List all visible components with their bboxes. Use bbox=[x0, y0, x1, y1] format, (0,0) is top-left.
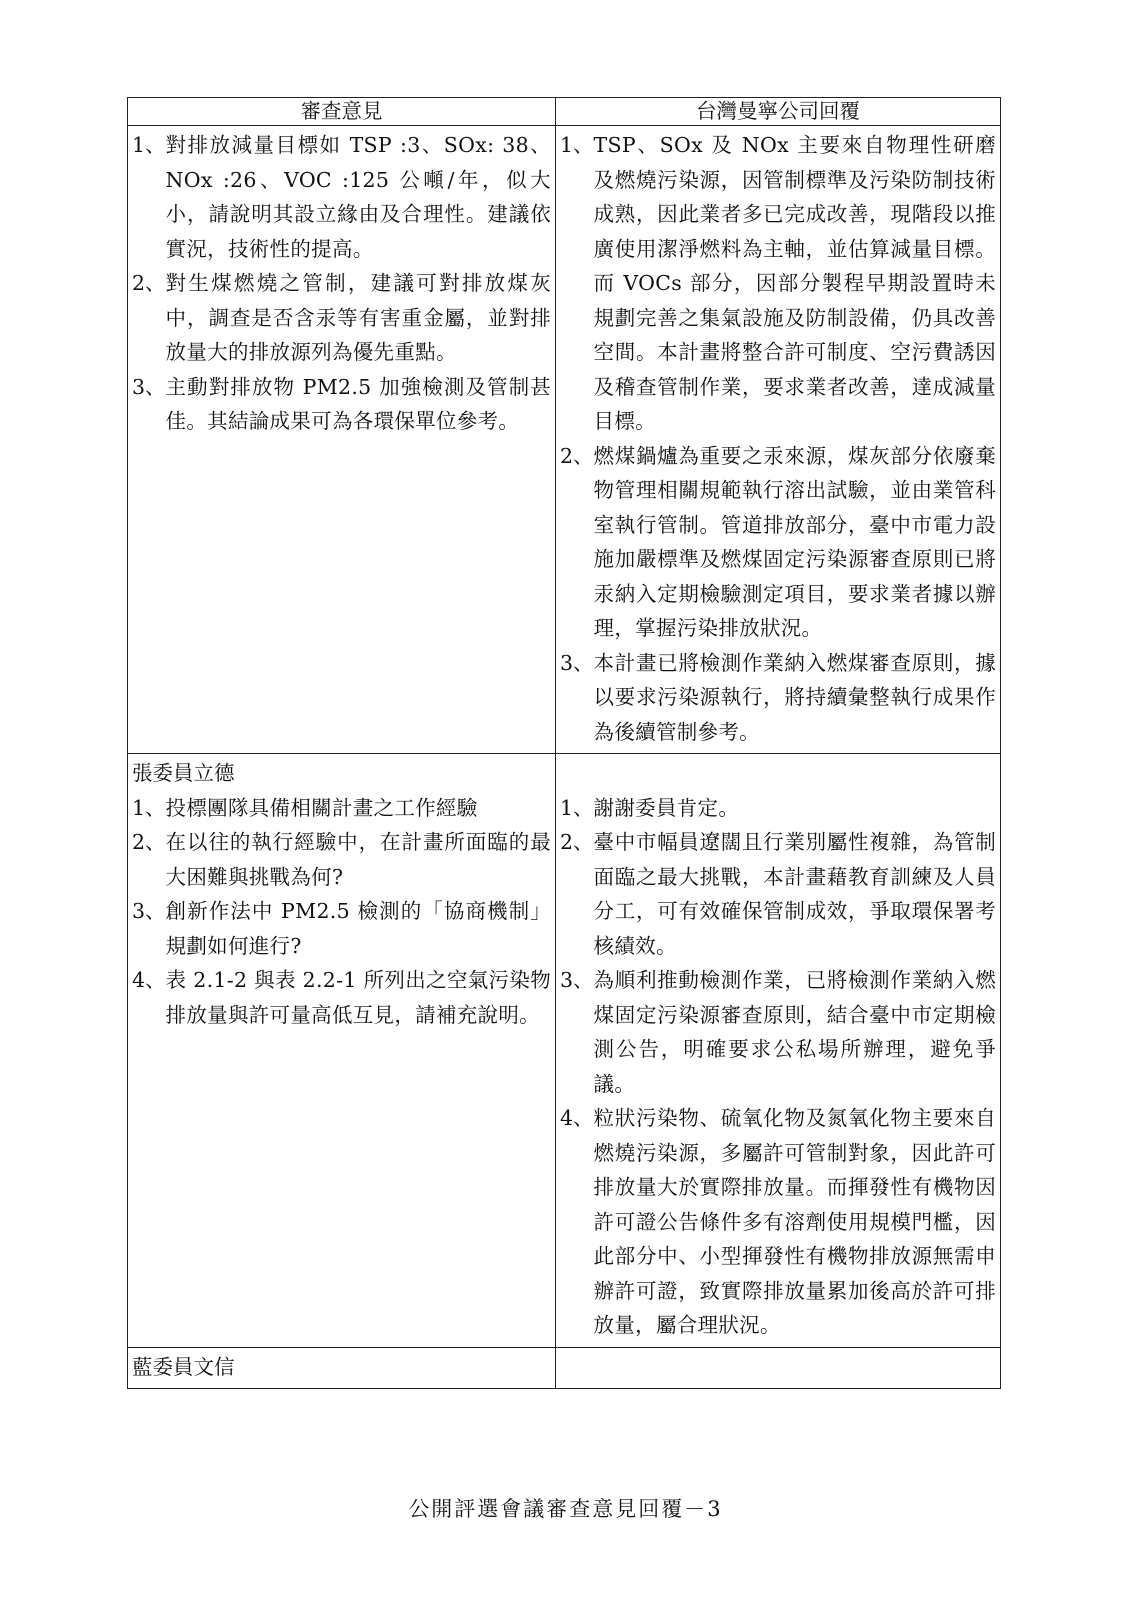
opinion-item bbox=[132, 370, 551, 439]
opinion-item bbox=[132, 825, 551, 894]
table-row bbox=[128, 754, 1001, 1348]
item-text: 對排放減量目標如 TSP :3、SOx: 38、NOx :26、VOC :125 公噸/年，似大小，請說明其設立緣由及合理性。建議依實況，技術性的提高。 bbox=[165, 133, 551, 261]
page-footer: 公開評選會議審查意見回覆－3 bbox=[408, 1497, 723, 1521]
reply-item bbox=[560, 128, 996, 439]
table-row bbox=[128, 126, 1001, 754]
item-number: 3、 bbox=[560, 968, 594, 992]
header-company-reply: 台灣曼寧公司回覆 bbox=[556, 98, 1001, 126]
item-text: 對生煤燃燒之管制，建議可對排放煤灰中，調查是否含汞等有害重金屬，並對排放量大的排放源列為優先重點。 bbox=[165, 271, 551, 364]
opinion-item bbox=[132, 128, 551, 266]
item-number: 1、 bbox=[560, 795, 594, 820]
item-text: 本計畫已將檢測作業納入燃煤審查原則，據以要求污染源執行，將持續彙整執行成果作為後續管制參考。 bbox=[593, 650, 996, 744]
item-text: 表 2.1-2 與表 2.2-1 所列出之空氣污染物排放量與許可量高低互見，請補充說明。 bbox=[165, 968, 551, 1027]
item-text: 臺中市幅員遼闊且行業別屬性複雜，為管制面臨之最大挑戰，本計畫藉教育訓練及人員分工，可有效確保管制成效，爭取環保署考核績效。 bbox=[593, 830, 996, 958]
reply-item bbox=[560, 963, 996, 1101]
item-number: 3、 bbox=[132, 374, 166, 399]
item-number: 2、 bbox=[132, 271, 166, 295]
header-review-opinion: 審查意見 bbox=[128, 98, 556, 126]
item-text: 粒狀污染物、硫氧化物及氮氧化物主要來自燃燒污染源，多屬許可管制對象，因此許可排放量大於實際排放量。而揮發性有機物因許可證公告條件多有溶劑使用規模門檻，因此部分中、小型揮發性有機物排放源無需申辦許可證，致實際排放量累加後高於許可排放量，屬合理狀況。 bbox=[593, 1106, 996, 1337]
item-number: 3、 bbox=[560, 650, 594, 675]
opinion-item bbox=[132, 963, 551, 1032]
opinion-cell bbox=[128, 754, 556, 1348]
reply-item bbox=[560, 646, 996, 750]
item-number: 1、 bbox=[560, 133, 594, 157]
opinion-item bbox=[132, 894, 551, 963]
item-text: 投標團隊具備相關計畫之工作經驗 bbox=[165, 795, 478, 820]
reply-cell bbox=[556, 1347, 1001, 1389]
reply-item bbox=[560, 1101, 996, 1343]
reply-item bbox=[560, 791, 996, 826]
item-text: TSP、SOx 及 NOx 主要來自物理性研磨及燃燒污染源，因管制標準及污染防制技術成熟，因此業者多已完成改善，現階段以推廣使用潔淨燃料為主軸，並估算減量目標。而 VOCs 部分，因部分製程早期設置時未規劃完善之集氣設施及防制設備，仍具改善空間。本計畫將整合許可制度、空污費誘因及稽查管制作業，要求業者改善，達成減量目標。 bbox=[593, 133, 996, 433]
opinion-item bbox=[132, 266, 551, 370]
item-number: 4、 bbox=[132, 968, 166, 992]
item-text: 在以往的執行經驗中，在計畫所面臨的最大困難與挑戰為何? bbox=[165, 830, 551, 889]
item-text: 為順利推動檢測作業，已將檢測作業納入燃煤固定污染源審查原則，結合臺中市定期檢測公告，明確要求公私場所辦理，避免爭議。 bbox=[593, 968, 996, 1096]
reply-item bbox=[560, 825, 996, 963]
reply-cell bbox=[556, 754, 1001, 1348]
item-number: 2、 bbox=[132, 830, 166, 854]
table-header-row bbox=[128, 98, 1001, 126]
opinion-cell bbox=[128, 126, 556, 754]
item-text: 謝謝委員肯定。 bbox=[593, 795, 740, 820]
item-number: 3、 bbox=[132, 899, 166, 923]
item-number: 4、 bbox=[560, 1106, 594, 1130]
reply-cell bbox=[556, 126, 1001, 754]
committee-spacer bbox=[560, 756, 996, 791]
review-table bbox=[127, 97, 1001, 1389]
committee-name: 張委員立德 bbox=[132, 761, 235, 785]
item-number: 2、 bbox=[560, 830, 594, 854]
item-number: 1、 bbox=[132, 133, 166, 157]
item-text: 創新作法中 PM2.5 檢測的「協商機制」規劃如何進行? bbox=[165, 899, 551, 958]
item-number: 1、 bbox=[132, 795, 166, 820]
committee-name: 藍委員文信 bbox=[132, 1354, 235, 1379]
item-text: 主動對排放物 PM2.5 加強檢測及管制甚佳。其結論成果可為各環保單位參考。 bbox=[165, 374, 551, 433]
table-row bbox=[128, 1347, 1001, 1389]
opinion-cell bbox=[128, 1347, 556, 1389]
reply-item bbox=[560, 439, 996, 646]
item-number: 2、 bbox=[560, 443, 594, 468]
item-text: 燃煤鍋爐為重要之汞來源，煤灰部分依廢棄物管理相關規範執行溶出試驗，並由業管科室執行管制。管道排放部分，臺中市電力設施加嚴標準及燃煤固定污染源審查原則已將汞納入定期檢驗測定項目，要求業者據以辦理，掌握污染排放狀況。 bbox=[593, 443, 996, 640]
opinion-item bbox=[132, 791, 551, 826]
